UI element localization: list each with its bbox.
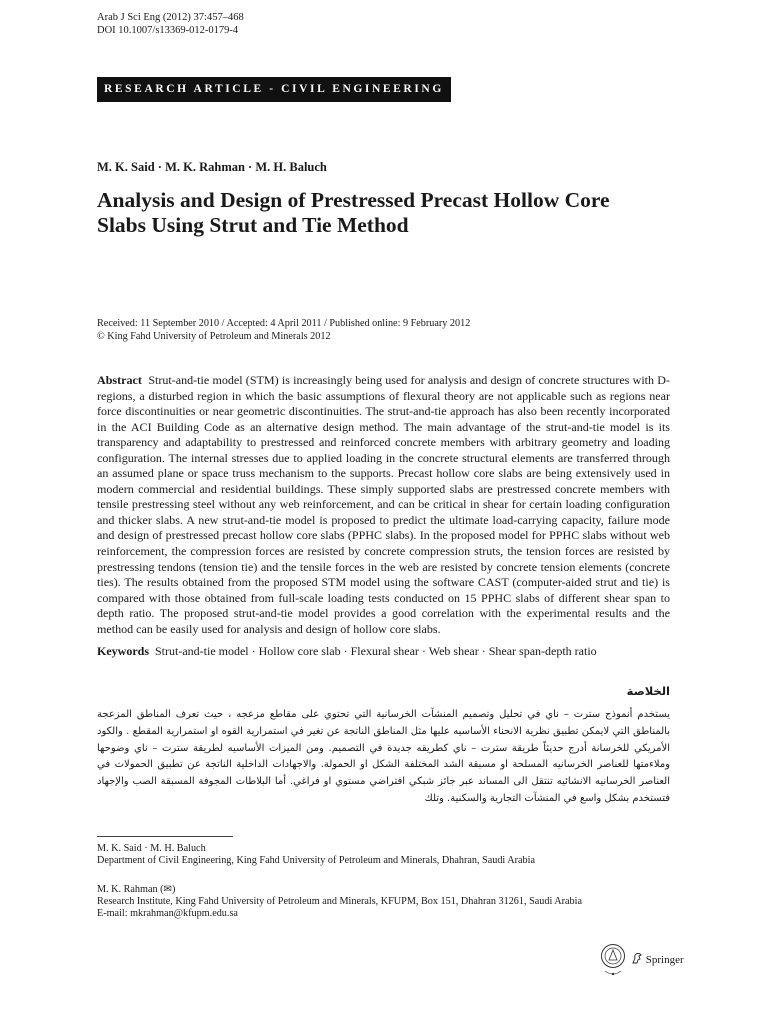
affiliation-dept-1: Department of Civil Engineering, King Fahd University of Petroleum and Minerals, Dhahran, Saudi Arabia	[97, 855, 535, 866]
affiliation-authors-1: M. K. Said · M. H. Baluch	[97, 843, 206, 854]
authors: M. K. Said · M. K. Rahman · M. H. Baluch	[97, 160, 327, 174]
journal-citation: Arab J Sci Eng (2012) 37:457–468	[97, 12, 244, 23]
abstract-text: Strut-and-tie model (STM) is increasingly being used for analysis and design of concrete structures with D-regions, a disturbed region in which the basic assumptions of flexural theory are not applicable such as regions near force discontinuities or near geometric discontinuities. The strut-and-tie approach has also been recently incorporated in the ACI Building Code as an alternative design method. The main advantage of the strut-and-tie model is its transparency and adaptability to prestressed and reinforced concrete members with arbitrary geometry and loading configuration. The internal stresses due to applied loading in the concrete structural elements are transferred through an assumed plane or space truss mechanism to the supports. Precast hollow core slabs are being extensively used in modern commercial and residential buildings. These simply supported slabs are prestressed concrete members with tensile prestressing steel without any web reinforcement, and can be critical in shear for certain loading configuration and thicker slabs. A new strut-and-tie model is proposed to predict the ultimate load-carrying capacity, failure mode and design of prestressed precast hollow core slabs (PPHC slabs). In the proposed model for PPHC slabs without web reinforcement, the compression forces are resisted by concrete compression struts, the tension forces are resisted by prestressing tendons (tension tie) and the tensile forces in the web are resisted by concrete tension elements (concrete ties). The results obtained from the proposed STM model using the software CAST (computer-aided strut and tie) is compared with those obtained from full-scale loading tests conducted on 15 PPHC slabs of different shear span to depth ratio. The proposed strut-and-tie model provides a good correlation with the experimental results and the method can be easily used for analysis and design of hollow core slabs.	[97, 373, 670, 636]
keywords-text: Strut-and-tie model · Hollow core slab · Flexural shear · Web shear · Shear span-depth ratio	[155, 644, 597, 658]
keywords-label: Keywords	[97, 644, 149, 658]
abstract	[97, 373, 670, 637]
affiliation-author-2: M. K. Rahman (✉)	[97, 884, 176, 895]
doi: DOI 10.1007/s13369-012-0179-4	[97, 25, 239, 36]
footnote-divider	[97, 836, 233, 837]
arabic-abstract-heading: الخلاصة	[626, 684, 670, 698]
keywords	[97, 644, 670, 659]
publisher-logo	[631, 952, 684, 966]
affiliation-institute-2: Research Institute, King Fahd University of Petroleum and Minerals, KFUPM, Box 151, Dhahran 31261, Saudi Arabia	[97, 896, 582, 907]
paper-title: Analysis and Design of Prestressed Precast Hollow Core Slabs Using Strut and Tie Method	[97, 188, 610, 237]
abstract-label: Abstract	[97, 373, 142, 387]
copyright-line: © King Fahd University of Petroleum and Minerals 2012	[97, 331, 331, 342]
dates-line: Received: 11 September 2010 / Accepted: 4 April 2011 / Published online: 9 February 2012	[97, 318, 471, 329]
springer-horse-icon	[631, 954, 646, 966]
affiliation-email: E-mail: mkrahman@kfupm.edu.sa	[97, 908, 238, 919]
publisher-name: Springer	[645, 954, 684, 966]
arabic-abstract-text: يستخدم أنموذج سترت – ناي في تحليل وتصميم المنشآت الخرسانية التي تحتوي على مقاطع مزعجه ، حيث تعرف المناطق المزعجة بالمناطق التي لايمكن تطبيق نظرية الانحناء الأساسيه عليها مثل المناطق الناتجة عن تغير في استمرارية القوه او استمرارية المقطع . والكود الأمريكي للخرسانة أدرج حديثاً طريقة سترت – ناي كطريقه جديدة في التصميم. ومن الميزات الأساسيه لطريقة سترت – ناي وضوحها وملاءمتها للعناصر الخرسانيه المسلحة او مسبقة الشد المختلفة الشكل او الحمولة. والاجهادات الداخلية الناتجة عن تطبيق الحمولات في العناصر الخرسانيه الانشائيه تنتقل الى المساند عبر جائز شبكي افتراضي مستوي او فراغي. أما البلاطات المجوفة المسبقة الصب والإجهاد فتستخدم بشكل واسع في المنشآت التجارية والسكنية. وتلك	[97, 709, 670, 804]
kfupm-seal-icon	[600, 943, 626, 984]
article-type-banner: RESEARCH ARTICLE - CIVIL ENGINEERING	[97, 77, 451, 102]
publication-dates	[97, 317, 657, 343]
